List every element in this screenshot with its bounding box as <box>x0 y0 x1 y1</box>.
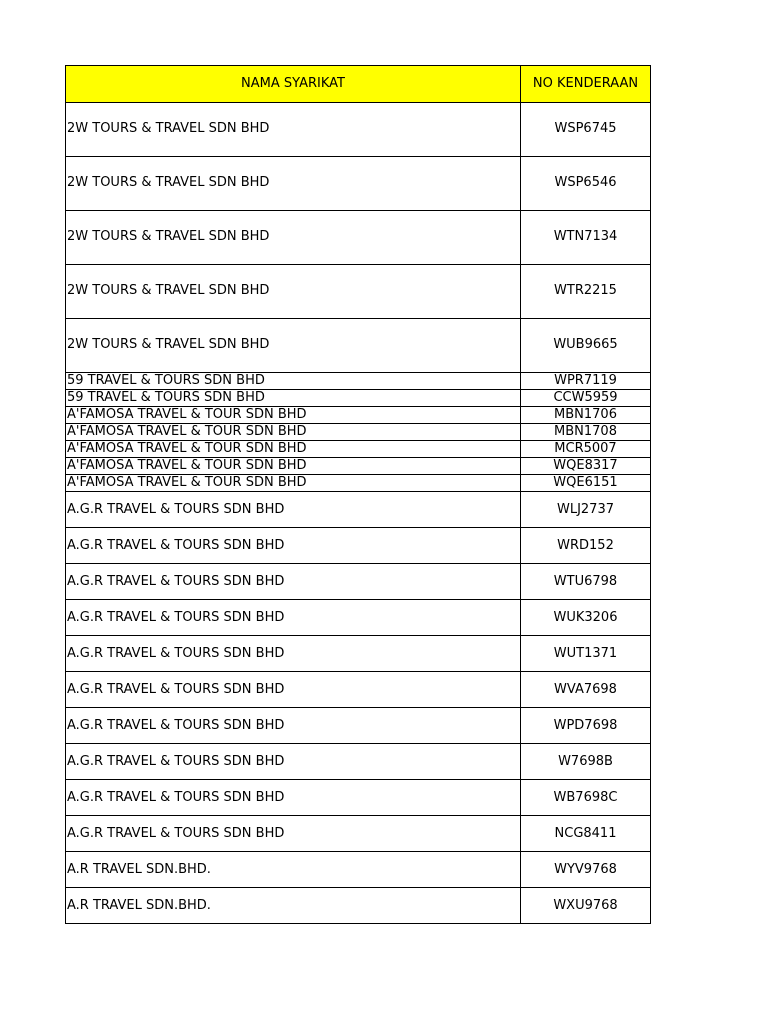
company-cell: A'FAMOSA TRAVEL & TOUR SDN BHD <box>66 441 521 458</box>
table-row <box>66 157 651 211</box>
plate-cell: CCW5959 <box>521 390 651 407</box>
plate-cell: WPR7119 <box>521 373 651 390</box>
company-cell: 2W TOURS & TRAVEL SDN BHD <box>66 103 521 157</box>
table-row <box>66 672 651 708</box>
company-cell: A'FAMOSA TRAVEL & TOUR SDN BHD <box>66 458 521 475</box>
table-row <box>66 492 651 528</box>
plate-cell: WUB9665 <box>521 319 651 373</box>
company-cell: 2W TOURS & TRAVEL SDN BHD <box>66 157 521 211</box>
table-row <box>66 780 651 816</box>
company-cell: A.G.R TRAVEL & TOURS SDN BHD <box>66 636 521 672</box>
header-row <box>66 66 651 103</box>
company-cell: 2W TOURS & TRAVEL SDN BHD <box>66 319 521 373</box>
plate-cell: WLJ2737 <box>521 492 651 528</box>
table-row <box>66 319 651 373</box>
header-company: NAMA SYARIKAT <box>66 66 521 103</box>
table-row <box>66 265 651 319</box>
table-row <box>66 816 651 852</box>
plate-cell: WVA7698 <box>521 672 651 708</box>
company-cell: A.G.R TRAVEL & TOURS SDN BHD <box>66 492 521 528</box>
table-row <box>66 390 651 407</box>
plate-cell: MBN1708 <box>521 424 651 441</box>
plate-cell: WTU6798 <box>521 564 651 600</box>
plate-cell: MBN1706 <box>521 407 651 424</box>
company-cell: 2W TOURS & TRAVEL SDN BHD <box>66 211 521 265</box>
plate-cell: WXU9768 <box>521 888 651 924</box>
company-cell: A'FAMOSA TRAVEL & TOUR SDN BHD <box>66 475 521 492</box>
company-cell: A.G.R TRAVEL & TOURS SDN BHD <box>66 744 521 780</box>
table-row <box>66 636 651 672</box>
company-cell: 59 TRAVEL & TOURS SDN BHD <box>66 390 521 407</box>
table-row <box>66 373 651 390</box>
company-cell: 59 TRAVEL & TOURS SDN BHD <box>66 373 521 390</box>
table-row <box>66 441 651 458</box>
plate-cell: MCR5007 <box>521 441 651 458</box>
plate-cell: WRD152 <box>521 528 651 564</box>
plate-cell: WUT1371 <box>521 636 651 672</box>
company-cell: A.G.R TRAVEL & TOURS SDN BHD <box>66 816 521 852</box>
vehicle-table <box>65 65 651 924</box>
company-cell: A.G.R TRAVEL & TOURS SDN BHD <box>66 564 521 600</box>
company-cell: A.G.R TRAVEL & TOURS SDN BHD <box>66 528 521 564</box>
table-row <box>66 888 651 924</box>
table-row <box>66 424 651 441</box>
plate-cell: WTR2215 <box>521 265 651 319</box>
company-cell: A.G.R TRAVEL & TOURS SDN BHD <box>66 672 521 708</box>
plate-cell: WPD7698 <box>521 708 651 744</box>
plate-cell: WSP6745 <box>521 103 651 157</box>
table-row <box>66 708 651 744</box>
plate-cell: W7698B <box>521 744 651 780</box>
company-cell: A.R TRAVEL SDN.BHD. <box>66 852 521 888</box>
plate-cell: WUK3206 <box>521 600 651 636</box>
plate-cell: WTN7134 <box>521 211 651 265</box>
company-cell: 2W TOURS & TRAVEL SDN BHD <box>66 265 521 319</box>
company-cell: A'FAMOSA TRAVEL & TOUR SDN BHD <box>66 407 521 424</box>
table-row <box>66 211 651 265</box>
company-cell: A.G.R TRAVEL & TOURS SDN BHD <box>66 708 521 744</box>
table-row <box>66 528 651 564</box>
table-row <box>66 103 651 157</box>
table-row <box>66 600 651 636</box>
plate-cell: WSP6546 <box>521 157 651 211</box>
company-cell: A'FAMOSA TRAVEL & TOUR SDN BHD <box>66 424 521 441</box>
table-row <box>66 852 651 888</box>
table-row <box>66 475 651 492</box>
plate-cell: NCG8411 <box>521 816 651 852</box>
company-cell: A.G.R TRAVEL & TOURS SDN BHD <box>66 780 521 816</box>
table-row <box>66 458 651 475</box>
company-cell: A.R TRAVEL SDN.BHD. <box>66 888 521 924</box>
plate-cell: WB7698C <box>521 780 651 816</box>
company-cell: A.G.R TRAVEL & TOURS SDN BHD <box>66 600 521 636</box>
plate-cell: WQE8317 <box>521 458 651 475</box>
table-row <box>66 744 651 780</box>
plate-cell: WYV9768 <box>521 852 651 888</box>
header-plate: NO KENDERAAN <box>521 66 651 103</box>
table-row <box>66 407 651 424</box>
table-row <box>66 564 651 600</box>
plate-cell: WQE6151 <box>521 475 651 492</box>
